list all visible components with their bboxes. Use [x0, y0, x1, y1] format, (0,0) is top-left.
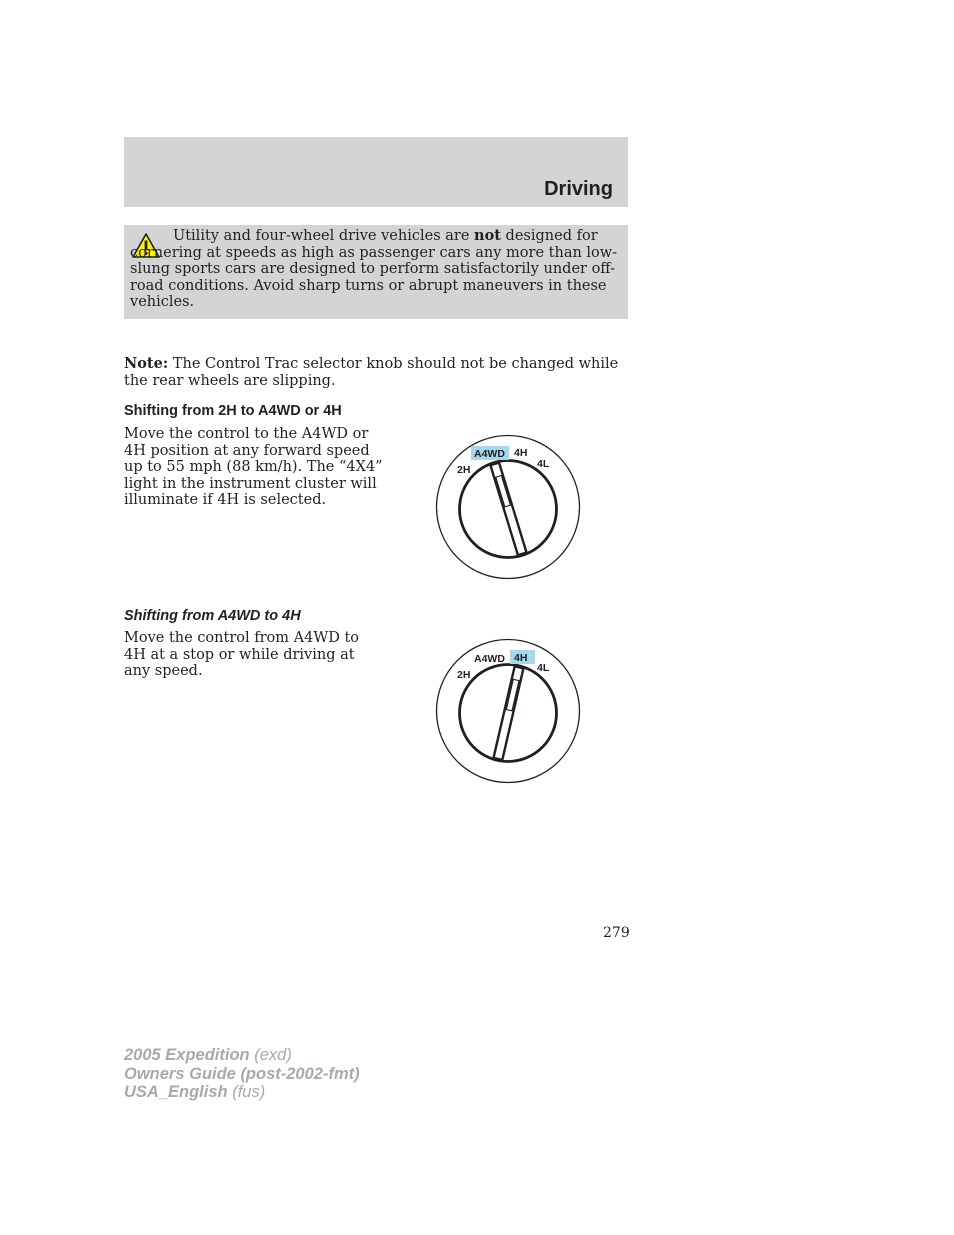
warning-text-part: Utility and four-wheel drive vehicles are [173, 228, 475, 244]
body-paragraph: Move the control from A4WD to 4H at a stop or while driving at any speed. [124, 630, 360, 679]
warning-box [124, 225, 628, 319]
footer-model-code: (exd) [249, 1046, 292, 1064]
page-number: 279 [603, 925, 630, 941]
section-heading: Shifting from A4WD to 4H [124, 608, 301, 624]
footer-language-code: (fus) [227, 1083, 266, 1101]
position-label-4h: 4H [514, 447, 528, 459]
position-label-a4wd: A4WD [474, 653, 505, 665]
section-title: Driving [544, 178, 613, 200]
note-label: Note: [124, 355, 169, 372]
warning-text [130, 228, 620, 311]
warning-text-part: designed for cornering at speeds as high as passenger cars any more than low-slung sports cars are designed to perform satisfactorily under off-road conditions. Avoid sharp turns or abrupt maneuvers in these vehicles. [130, 228, 618, 310]
position-label-4h: 4H [514, 652, 528, 664]
note-text: The Control Trac selector knob should not be changed while the rear wheels are slipping. [124, 356, 619, 389]
section-header-band [124, 137, 628, 207]
warning-emphasis: not [474, 227, 501, 244]
position-label-4l: 4L [537, 458, 550, 470]
selector-knob-diagram [433, 636, 583, 786]
selector-knob-diagram [433, 432, 583, 582]
position-label-4l: 4L [537, 662, 550, 674]
note-paragraph [124, 355, 624, 390]
footer-model: 2005 Expedition [124, 1046, 250, 1064]
section-heading: Shifting from 2H to A4WD or 4H [124, 403, 342, 419]
footer-guide: Owners Guide (post-2002-fmt) [124, 1064, 360, 1083]
body-paragraph: Move the control to the A4WD or 4H position at any forward speed up to 55 mph (88 km/h). The “4X4” light in the instrument cluster will illuminate if 4H is selected. [124, 426, 383, 508]
position-label-2h: 2H [457, 464, 471, 476]
document-footer [124, 1046, 360, 1102]
position-label-a4wd: A4WD [474, 448, 505, 460]
footer-language: USA_English [124, 1083, 228, 1101]
position-label-2h: 2H [457, 669, 471, 681]
